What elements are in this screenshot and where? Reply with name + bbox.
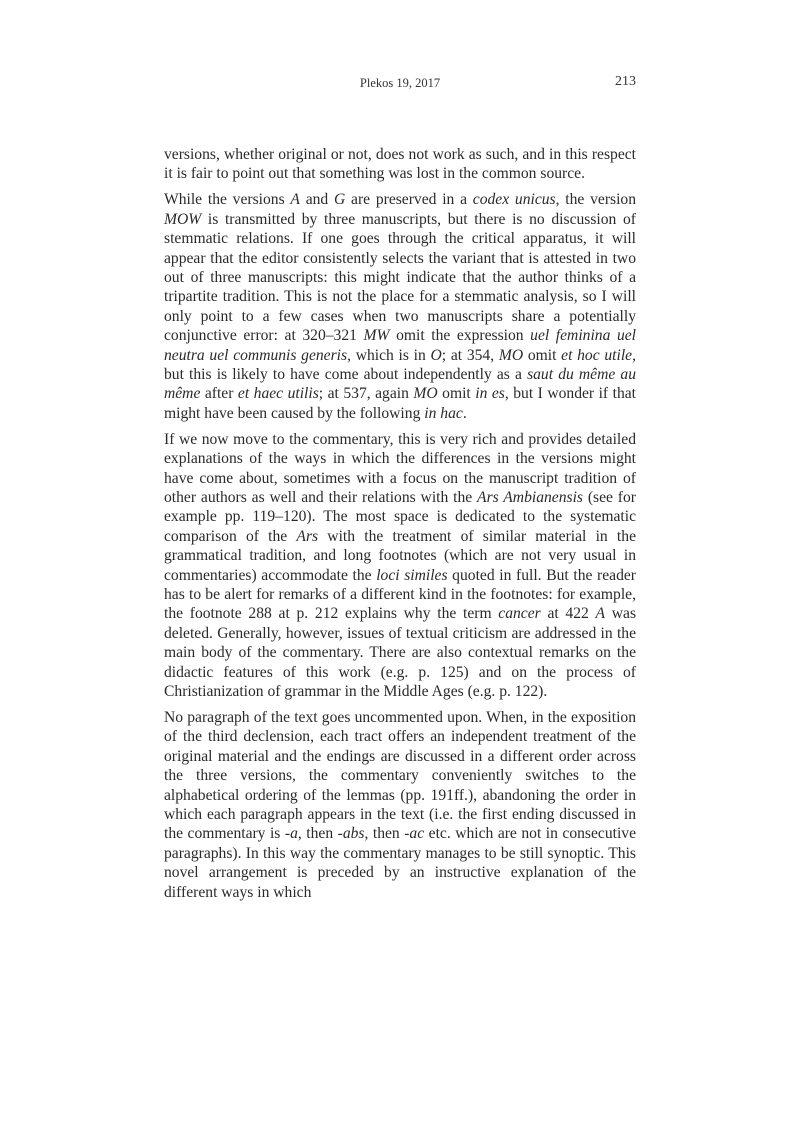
italic-term: Ars Ambianensis <box>477 488 583 506</box>
italic-term: et hoc utile <box>561 346 633 364</box>
page-number: 213 <box>615 74 636 89</box>
italic-term: O <box>430 346 442 364</box>
italic-term: Ars <box>296 527 319 545</box>
running-header <box>164 74 636 94</box>
italic-term: A <box>595 605 606 623</box>
body-text <box>164 145 636 908</box>
italic-term: G <box>334 191 346 209</box>
italic-term: A <box>290 191 300 209</box>
italic-term: saut du même au même <box>164 365 637 403</box>
italic-term: uel feminina uel neutra uel communis generis <box>164 327 636 364</box>
italic-term: loci similes <box>376 566 448 584</box>
journal-citation: Plekos 19, 2017 <box>359 76 441 90</box>
italic-term: MO <box>413 385 438 403</box>
italic-term: -ac <box>404 825 425 843</box>
italic-term: MOW <box>164 210 202 228</box>
italic-term: MO <box>498 346 524 364</box>
italic-term: MW <box>363 327 390 345</box>
italic-term: in es <box>475 385 505 403</box>
paragraph: If we now move to the commentary, this is very rich and provides detailed explanations of the ways in which the differences in the versions might have come about, sometimes with a focus on the manuscript tradition of other authors as well and their relations with the Ars Ambianensis (see for example pp. 119–120). The most space is dedicated to the systematic comparison of the Ars with the treatment of similar material in the grammatical tradition, and long footnotes (which are not very usual in commentaries) accommodate the loci similes quoted in full. But the reader has to be alert for remarks of a different kind in the footnotes: for example, the footnote 288 at p. 212 explains why the term cancer at 422 A was deleted. Generally, however, issues of textual criticism are addressed in the main body of the commentary. There are also contextual remarks on the didactic features of this work (e.g. p. 125) and on the process of Christianization of grammar in the Middle Ages (e.g. p. 122). <box>164 430 637 700</box>
italic-term: cancer <box>498 605 541 623</box>
italic-term: codex unicus <box>472 191 556 209</box>
paragraph: While the versions A and G are preserved in a codex unicus, the version MOW is transmitted by three manuscripts, but there is no discussion of stemmatic relations. If one goes through the critical apparatus, it will appear that the editor consistently selects the variant that is attested in two out of three manuscripts: this might indicate that the author thinks of a tripartite tradition. This is not the place for a stemmatic analysis, so I will only point to a few cases when two manuscripts share a potentially conjunctive error: at 320–321 MW omit the expression uel feminina uel neutra uel communis generis, which is in O; at 354, MO omit et hoc utile, but this is likely to have come about independently as a saut du même au même after et haec utilis; at 537, again MO omit in es, but I wonder if that might have been caused by the following in hac. <box>164 191 637 422</box>
italic-term: in hac <box>424 404 463 422</box>
paragraph: No paragraph of the text goes uncommented upon. When, in the exposition of the third declension, each tract offers an independent treatment of the original material and the endings are discussed in a different order across the three versions, the commentary conveniently switches to the alphabetical ordering of the lemmas (pp. 191ff.), abandoning the order in which each paragraph appears in the text (i.e. the first ending discussed in the commentary is -a, then -abs, then -ac etc. which are not in consecutive paragraphs). In this way the commentary manages to be still synoptic. This novel arrangement is preceded by an instructive explanation of the different ways in which <box>164 708 637 901</box>
italic-term: et haec utilis <box>237 385 319 403</box>
italic-term: -a <box>284 825 298 843</box>
paragraph: versions, whether original or not, does not work as such, and in this respect it is fair to point out that something was lost in the common source. <box>164 146 636 183</box>
italic-term: -abs <box>337 825 365 843</box>
